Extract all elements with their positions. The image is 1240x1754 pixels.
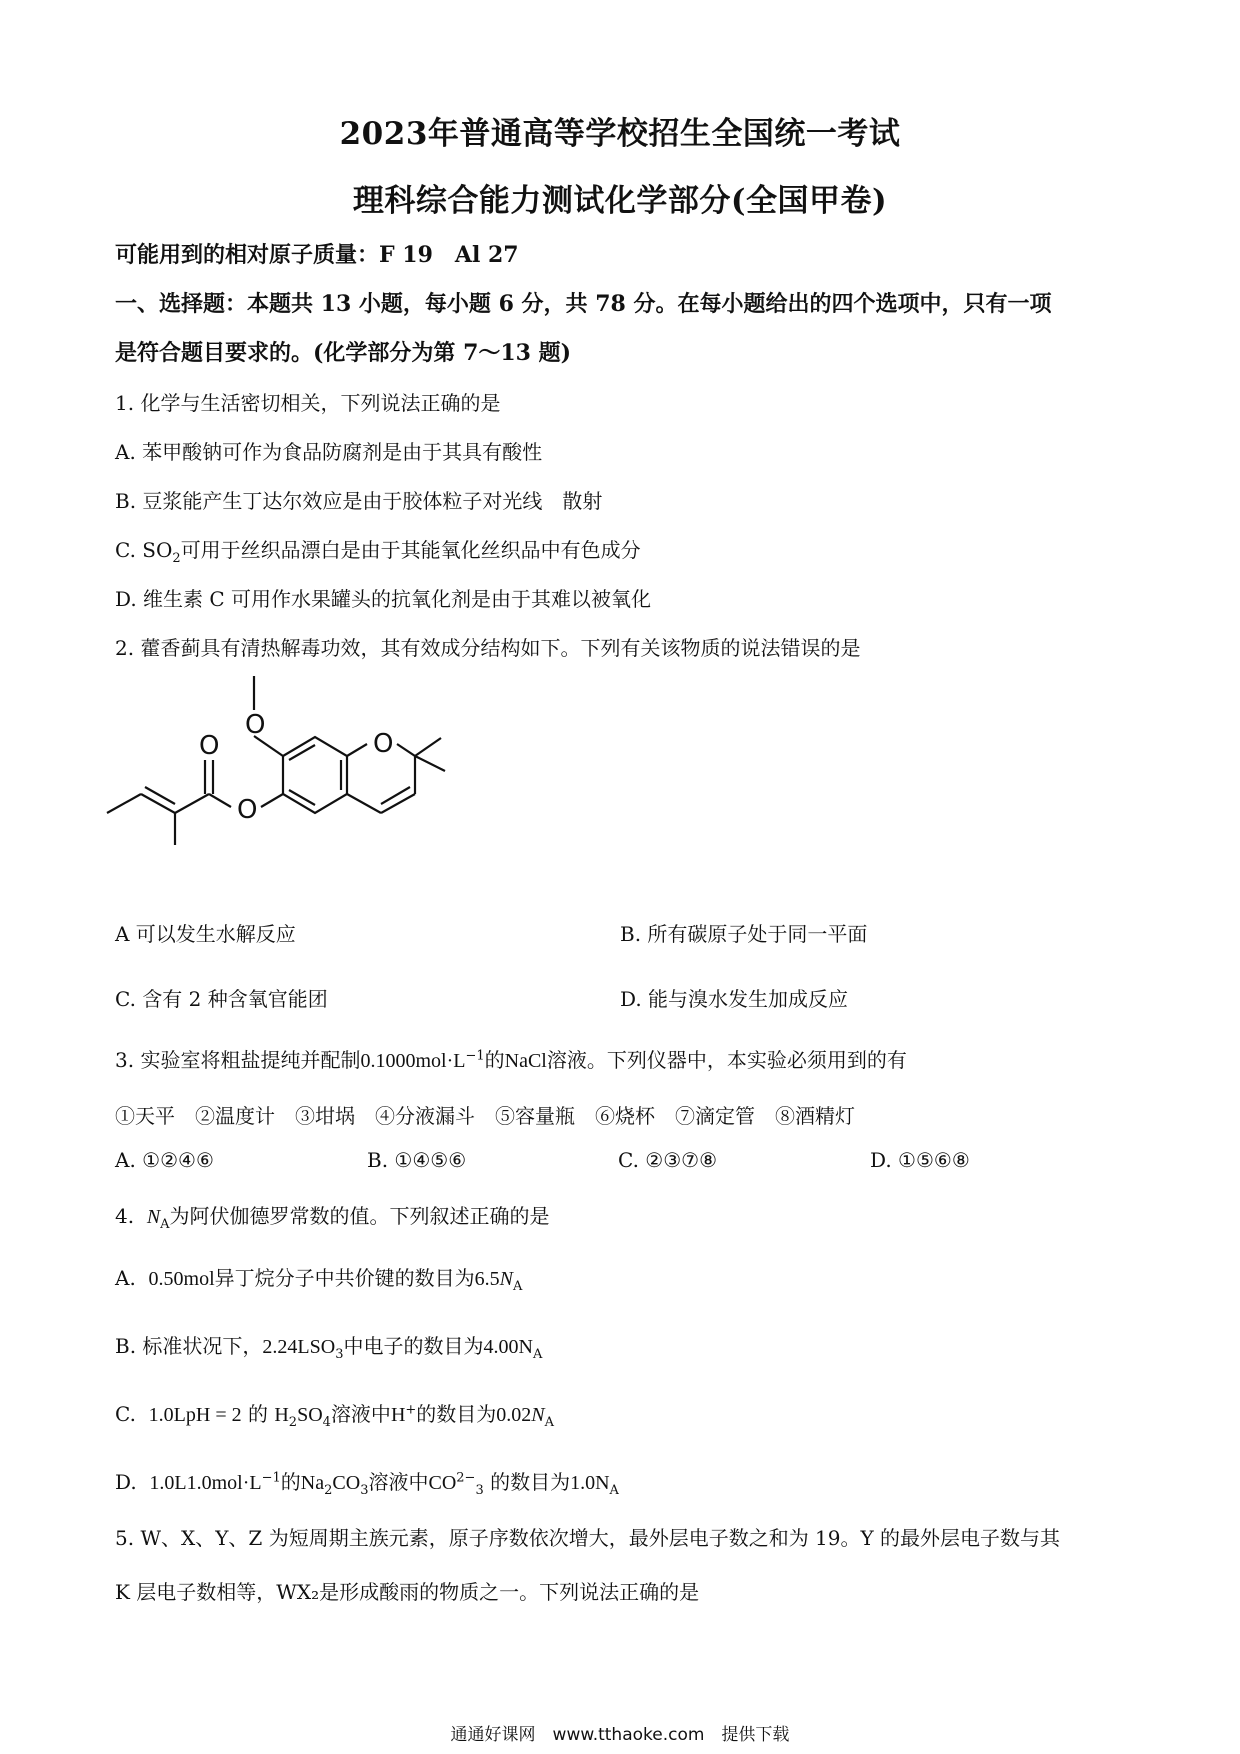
- q4-d-na-sub: 2: [324, 1483, 333, 1498]
- molecule-structure: [105, 670, 485, 850]
- q4-a-num: 6.5: [474, 1268, 500, 1290]
- q3-option-b: B. ①④⑤⑥: [367, 1148, 467, 1172]
- benzene-ring: [283, 737, 347, 813]
- bond: [141, 794, 175, 813]
- bond: [347, 744, 367, 756]
- q1-option-c-pre: C. SO: [115, 538, 173, 562]
- bond: [381, 794, 415, 813]
- q4-stem-a: A: [160, 1217, 170, 1232]
- q4-b-pre: B. 标准状况下，: [115, 1334, 263, 1358]
- q4-d-label: D.: [115, 1470, 137, 1494]
- bond: [107, 794, 141, 813]
- q1-option-c: [115, 534, 641, 566]
- q4-stem-n: N: [146, 1206, 161, 1228]
- bond: [415, 738, 441, 756]
- q2-option-d: D. 能与溴水发生加成反应: [620, 987, 849, 1011]
- q4-stem-post: 为阿伏伽德罗常数的值。下列叙述正确的是: [169, 1204, 550, 1228]
- q4-b-sub: 3: [335, 1347, 344, 1362]
- q3-stem-pre: 3. 实验室将粗盐提纯并配制: [115, 1048, 361, 1072]
- q2-option-c: C. 含有 2 种含氧官能团: [115, 987, 328, 1011]
- q4-c-so-sub: 4: [322, 1415, 331, 1430]
- q5-stem-line2: K 层电子数相等，WX₂是形成酸雨的物质之一。下列说法正确的是: [115, 1580, 700, 1604]
- footer-watermark: 通通好课网 www.tthaoke.com 提供下载: [450, 1725, 790, 1745]
- bond: [209, 794, 231, 807]
- atom-o-carbonyl: O: [199, 731, 220, 761]
- q4-d-co3: CO: [428, 1472, 457, 1494]
- bond: [175, 794, 209, 813]
- atom-o-ring: O: [373, 729, 394, 759]
- q3-option-c: C. ②③⑦⑧: [618, 1148, 718, 1172]
- q4-d-co-sub: 3: [360, 1483, 369, 1498]
- q4-option-b: [115, 1330, 542, 1362]
- q4-c-value: 1.0LpH = 2: [148, 1404, 242, 1426]
- q1-stem: 1. 化学与生活密切相关，下列说法正确的是: [115, 391, 501, 415]
- bond: [289, 745, 315, 760]
- bond: [381, 787, 410, 804]
- q4-option-d: [115, 1466, 619, 1498]
- q4-b-value: 2.24LSO: [262, 1336, 336, 1358]
- q3-option-d: D. ①⑤⑥⑧: [870, 1148, 970, 1172]
- q4-d-num: 1.0N: [570, 1472, 610, 1494]
- q4-c-mid3: 的数目为: [416, 1402, 497, 1426]
- bond: [145, 787, 175, 804]
- q1-option-b: B. 豆浆能产生丁达尔效应是由于胶体粒子对光线 散射: [115, 489, 603, 513]
- q2-option-a: A 可以发生水解反应: [115, 922, 296, 946]
- q1-option-c-sub: 2: [172, 551, 181, 566]
- q4-option-a: [115, 1262, 522, 1294]
- q4-c-h: H: [274, 1404, 289, 1426]
- q4-b-mid: 中电子的数目为: [343, 1334, 484, 1358]
- q4-c-num: 0.02: [496, 1404, 532, 1426]
- q4-d-mid3: 的数目为: [490, 1470, 571, 1494]
- q3-nacl: NaCl: [504, 1050, 547, 1072]
- q1-option-d: D. 维生素 C 可用作水果罐头的抗氧化剂是由于其难以被氧化: [115, 587, 652, 611]
- q4-c-h-sub: 2: [288, 1415, 298, 1430]
- atomic-mass-line: 可能用到的相对原子质量：F 19 Al 27: [115, 242, 519, 268]
- q3-option-a: A. ①②④⑥: [115, 1148, 214, 1172]
- q4-d-mid2: 溶液中: [368, 1470, 429, 1494]
- q4-a-value: 0.50mol: [148, 1268, 215, 1290]
- q2-option-b: B. 所有碳原子处于同一平面: [620, 922, 868, 946]
- q5-stem-line1: 5. W、X、Y、Z 为短周期主族元素，原子序数依次增大，最外层电子数之和为 19。Y 的最外层电子数与其: [115, 1526, 1061, 1550]
- q4-c-mid2: 溶液中: [330, 1402, 391, 1426]
- q3-instruments: ①天平 ②温度计 ③坩埚 ④分液漏斗 ⑤容量瓶 ⑥烧杯 ⑦滴定管 ⑧酒精灯: [115, 1104, 855, 1128]
- bond: [261, 794, 283, 807]
- q4-c-n: N: [531, 1404, 545, 1426]
- q4-d-co: CO: [332, 1472, 361, 1494]
- q4-option-c: [115, 1398, 554, 1430]
- bond: [397, 744, 415, 756]
- section-heading-line2: 是符合题目要求的。(化学部分为第 7～13 题): [115, 340, 572, 366]
- q3-concentration-sup: −1: [465, 1048, 485, 1064]
- q3-stem-mid: 的: [484, 1048, 505, 1072]
- q4-d-mid1: 的: [280, 1470, 301, 1494]
- q4-c-sub: A: [544, 1415, 555, 1430]
- q3-concentration: 0.1000mol·L: [360, 1050, 466, 1072]
- q4-d-num-sub: A: [609, 1483, 619, 1498]
- bond: [289, 790, 315, 805]
- q4-c-mid1: 的: [247, 1402, 268, 1426]
- q3-stem: [115, 1044, 907, 1073]
- q4-d-na: Na: [300, 1472, 325, 1494]
- q4-a-label: A.: [115, 1266, 136, 1290]
- q4-c-plus: +: [405, 1402, 417, 1418]
- q4-d-value: 1.0L1.0mol·L: [149, 1472, 262, 1494]
- exam-subtitle: 理科综合能力测试化学部分(全国甲卷): [352, 183, 888, 219]
- q4-d-sup: −1: [261, 1470, 281, 1486]
- bond: [415, 756, 445, 771]
- q1-option-c-post: 可用于丝织品漂白是由于其能氧化丝织品中有色成分: [180, 538, 641, 562]
- q4-a-n: N: [499, 1268, 513, 1290]
- q4-a-mid: 异丁烷分子中共价键的数目为: [214, 1266, 475, 1290]
- atom-o-methoxy: O: [245, 710, 266, 740]
- q4-d-co3-charge: 2−: [456, 1470, 476, 1486]
- bond: [347, 794, 381, 813]
- q4-b-num-sub: A: [532, 1347, 543, 1362]
- q4-c-hplus: H: [390, 1404, 406, 1426]
- section-heading-line1: 一、选择题：本题共 13 小题，每小题 6 分，共 78 分。在每小题给出的四个选项中，只有一项: [115, 291, 1052, 317]
- atom-o-ester: O: [237, 795, 258, 825]
- q4-c-label: C.: [115, 1402, 136, 1426]
- q4-a-sub: A: [513, 1279, 523, 1294]
- q4-stem: [115, 1200, 550, 1232]
- q1-option-a: A. 苯甲酸钠可作为食品防腐剂是由于其具有酸性: [115, 440, 543, 464]
- q4-c-so: SO: [297, 1404, 323, 1426]
- q2-stem: 2. 藿香蓟具有清热解毒功效，其有效成分结构如下。下列有关该物质的说法错误的是: [115, 636, 861, 660]
- q3-stem-post: 溶液。下列仪器中，本实验必须用到的有: [546, 1048, 907, 1072]
- exam-title: 2023年普通高等学校招生全国统一考试: [339, 116, 901, 152]
- q4-b-num: 4.00N: [483, 1336, 533, 1358]
- q4-stem-num: 4.: [115, 1204, 135, 1228]
- q4-d-co3-sub: 3: [475, 1483, 484, 1498]
